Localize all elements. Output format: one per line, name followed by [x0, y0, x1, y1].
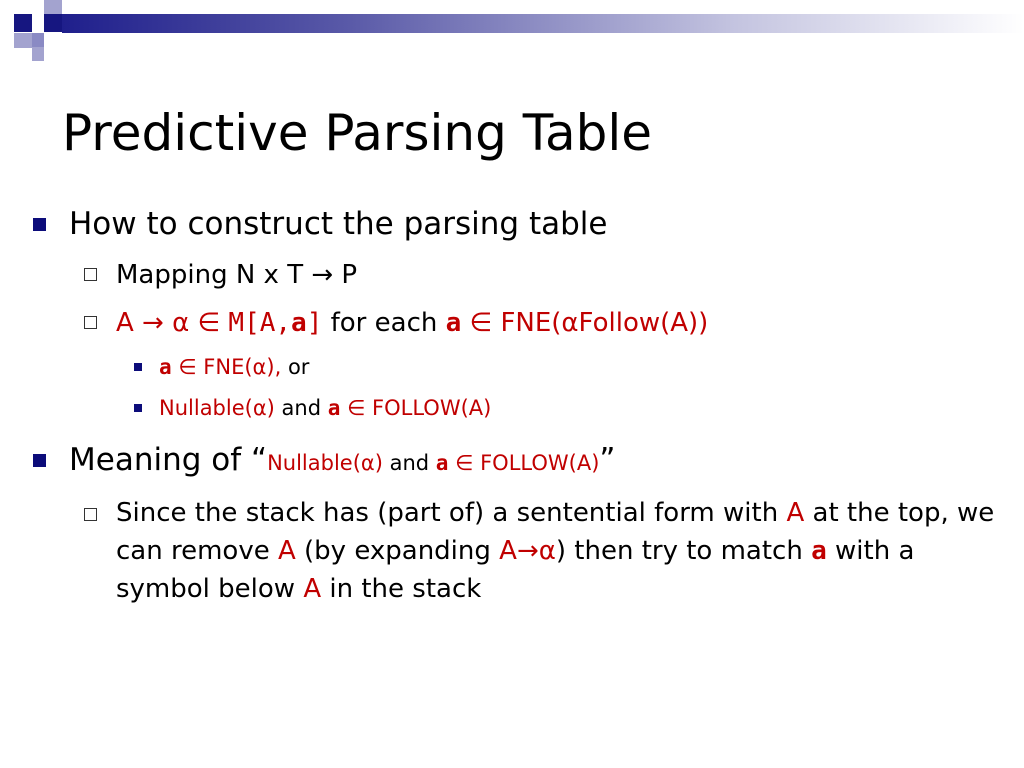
hollow-square-bullet-icon: [84, 316, 97, 329]
meaning-terminal-a: a: [435, 451, 449, 475]
explanation-text-4: ) then try to match: [555, 536, 812, 566]
small-square-bullet-icon: [134, 404, 142, 412]
header-decoration: [0, 0, 1024, 70]
explanation-terminal-a: a: [811, 536, 827, 566]
rule-lhs: A → α ∈: [116, 308, 229, 338]
fne-text: ∈ FNE(α),: [171, 355, 282, 379]
bullet-meaning-of: [69, 440, 615, 483]
fne-terminal-a: a: [159, 355, 172, 379]
rule-table-entry-open: M[A,: [228, 308, 292, 338]
hollow-square-bullet-icon: [84, 508, 97, 521]
meaning-and: and: [382, 451, 436, 475]
decor-square-dark: [44, 14, 62, 32]
meaning-suffix: ”: [599, 442, 616, 478]
nullable-text: Nullable(α): [159, 396, 275, 420]
explanation-text-1: Since the stack has (part of) a sentential form with: [116, 498, 787, 528]
sub-sub-bullet-nullable: [159, 393, 491, 423]
rule-table-entry-a: a: [291, 308, 307, 338]
explanation-text-6: in the stack: [321, 574, 482, 604]
fne-or: or: [281, 355, 310, 379]
rule-fne-follow: ∈ FNE(αFollow(A)): [461, 308, 709, 338]
sub-bullet-mapping: Mapping N x T → P: [116, 260, 358, 290]
explanation-text-5: with a symbol below: [116, 536, 915, 604]
sub-sub-bullet-fne: [159, 352, 309, 382]
bullet-square-icon: [33, 454, 46, 467]
explanation-text-2: at the top, we can remove: [116, 498, 995, 566]
nullable-follow: ∈ FOLLOW(A): [340, 396, 492, 420]
explanation-expansion: A→α: [499, 536, 556, 566]
rule-table-entry-close: ]: [306, 308, 323, 338]
decor-square-dark: [14, 14, 32, 32]
hollow-square-bullet-icon: [84, 268, 97, 281]
nullable-terminal-a: a: [327, 396, 341, 420]
bullet-square-icon: [33, 218, 46, 231]
decor-square-light: [44, 0, 62, 14]
decor-square-light: [14, 33, 32, 48]
meaning-prefix: Meaning of “: [69, 442, 268, 478]
rule-terminal-a: a: [445, 308, 462, 338]
slide-title: Predictive Parsing Table: [62, 104, 653, 162]
decor-square-mid: [32, 33, 44, 48]
nullable-and: and: [274, 396, 328, 420]
explanation-text-3: (by expanding: [295, 536, 500, 566]
decor-square-light: [32, 47, 44, 61]
bullet-how-to-construct: How to construct the parsing table: [69, 206, 608, 242]
rule-for-each: for each: [322, 308, 446, 338]
meaning-nullable: Nullable(α): [267, 451, 383, 475]
explanation-A-4: A: [303, 574, 322, 604]
explanation-A-1: A: [786, 498, 805, 528]
small-square-bullet-icon: [134, 363, 142, 371]
meaning-follow: ∈ FOLLOW(A): [448, 451, 600, 475]
header-gradient-bar: [62, 14, 1024, 33]
sub-bullet-rule: [116, 304, 708, 342]
explanation-A-2: A: [277, 536, 296, 566]
sub-bullet-explanation: [116, 494, 996, 608]
